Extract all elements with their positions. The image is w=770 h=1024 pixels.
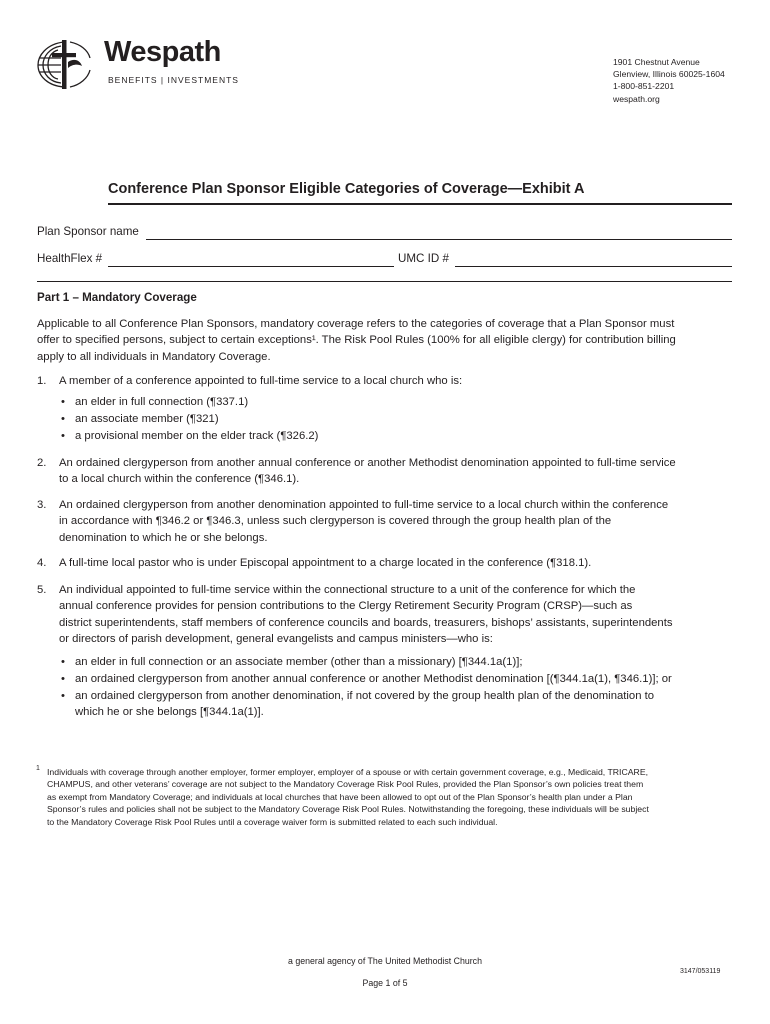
umc-id-field[interactable]: [455, 266, 732, 267]
plan-sponsor-field[interactable]: [146, 239, 732, 240]
bullet-icon: •: [61, 396, 65, 408]
part1-heading: Part 1 – Mandatory Coverage: [37, 291, 197, 304]
bullet-text: an elder in full connection or an associate member (other than a missionary) [¶344.1a(1)];: [75, 656, 523, 668]
bullet-text: which he or she belongs [¶344.1a(1)].: [75, 706, 264, 719]
form-number: 3147/053119: [680, 968, 721, 975]
bullet-text: an ordained clergyperson from another denomination, if not covered by the group health plan of the denomination to: [75, 690, 655, 702]
footer-agency: a general agency of The United Methodist Church: [288, 956, 482, 966]
bullet-text: an elder in full connection (¶337.1): [75, 396, 249, 408]
footnote-line: Sponsor’s rules and policies shall not be subject to the Mandatory Coverage Risk Pool Rules. Notwithstanding the foregoing, these individuals will be subject: [47, 804, 649, 815]
wespath-logo: [34, 36, 239, 92]
address-website: wespath.org: [613, 93, 660, 104]
item-text: in accordance with ¶346.2 or ¶346.3, unless such clergyperson is covered through the group health plan of the: [59, 515, 612, 528]
healthflex-field[interactable]: [108, 266, 394, 267]
bullet-icon: •: [61, 430, 65, 442]
wespath-cross-globe-icon: [34, 36, 98, 92]
brand-tagline: BENEFITS | INVESTMENTS: [108, 75, 239, 85]
item-number: 3.: [37, 499, 47, 511]
bullet-icon: •: [61, 656, 65, 668]
footnote-line: Individuals with coverage through another employer, former employer, employer of a spouse or with certain government coverage, e.g., Medicaid, TRICARE,: [47, 767, 649, 777]
list-item: [37, 582, 735, 724]
intro-line: offer to specified persons, subject to certain exceptions¹. The Risk Pool Rules (100% for all eligible clergy) for contribution billing: [37, 334, 676, 347]
item-number: 4.: [37, 557, 47, 569]
list-item: [37, 497, 735, 547]
item-text: An individual appointed to full-time service within the connectional structure to a unit of the conference for which the: [59, 584, 636, 596]
item-text: or directors of parish development, general evangelists and campus ministers—who is:: [59, 633, 493, 646]
bullet-icon: •: [61, 413, 65, 425]
bullet-text: an associate member (¶321): [75, 413, 219, 425]
plan-sponsor-label: Plan Sponsor name: [37, 225, 139, 238]
brand-name: Wespath: [104, 36, 221, 68]
title-divider: [108, 203, 732, 205]
address-phone: 1-800-851-2201: [613, 81, 675, 92]
list-item: [37, 555, 735, 573]
document-title: Conference Plan Sponsor Eligible Categories of Coverage—Exhibit A: [108, 181, 585, 197]
bullet-text: a provisional member on the elder track (¶326.2): [75, 430, 319, 442]
footnote-line: to the Mandatory Coverage Risk Pool Rules until a coverage waiver form is submitted related to each such individual.: [47, 816, 498, 827]
footnote-text: [47, 766, 737, 828]
page-number: Page 1 of 5: [362, 978, 408, 988]
address-street: 1901 Chestnut Avenue: [613, 57, 700, 67]
item-text: denomination to which he or she belongs.: [59, 531, 268, 544]
item-number: 1.: [37, 375, 47, 387]
part1-intro: [37, 316, 735, 366]
intro-line: Applicable to all Conference Plan Sponsors, mandatory coverage refers to the categories of coverage that a Plan Sponsor must: [37, 318, 675, 330]
item-text: A full-time local pastor who is under Episcopal appointment to a charge located in the conference (¶318.1).: [59, 557, 592, 569]
list-item: [37, 373, 735, 448]
section-divider: [37, 281, 732, 282]
item-text: An ordained clergyperson from another denomination appointed to full-time service to a local church within the conference: [59, 499, 669, 511]
healthflex-label: HealthFlex #: [37, 252, 103, 265]
address-city: Glenview, Illinois 60025-1604: [613, 69, 725, 80]
item-text: annual conference provides for pension contributions to the Clergy Retirement Security Program (CRSP)—such as: [59, 600, 633, 613]
item-text: A member of a conference appointed to full-time service to a local church who is:: [59, 375, 463, 387]
bullet-icon: •: [61, 690, 65, 702]
item-text: district superintendents, staff members of conference councils and boards, treasurers, bishops’ assistants, superintendents: [59, 616, 673, 629]
footnote-line: CHAMPUS, and other veterans’ coverage are not subject to the Mandatory Coverage Risk Pool Rules, provided the Plan Sponsor’s own policies treat them: [47, 779, 644, 790]
address-block: [613, 56, 725, 105]
umc-id-label: UMC ID #: [398, 252, 449, 265]
footnote-mark: 1: [36, 765, 40, 772]
item-text: An ordained clergyperson from another annual conference or another Methodist denomination appointed to full-time service: [59, 457, 676, 469]
bullet-icon: •: [61, 673, 65, 685]
footnote-line: as exempt from Mandatory Coverage; and individuals at local churches that have been allowed to opt out of the Plan Sponsor’s health plan under a Plan: [47, 791, 633, 802]
bullet-text: an ordained clergyperson from another annual conference or another Methodist denomination [(¶344.1a(1), ¶346.1)]; or: [75, 673, 672, 685]
intro-line: apply to all individuals in Mandatory Coverage.: [37, 350, 271, 363]
item-number: 2.: [37, 457, 47, 469]
item-number: 5.: [37, 584, 47, 596]
item-text: to a local church within the conference (¶346.1).: [59, 473, 300, 486]
list-item: [37, 455, 735, 489]
